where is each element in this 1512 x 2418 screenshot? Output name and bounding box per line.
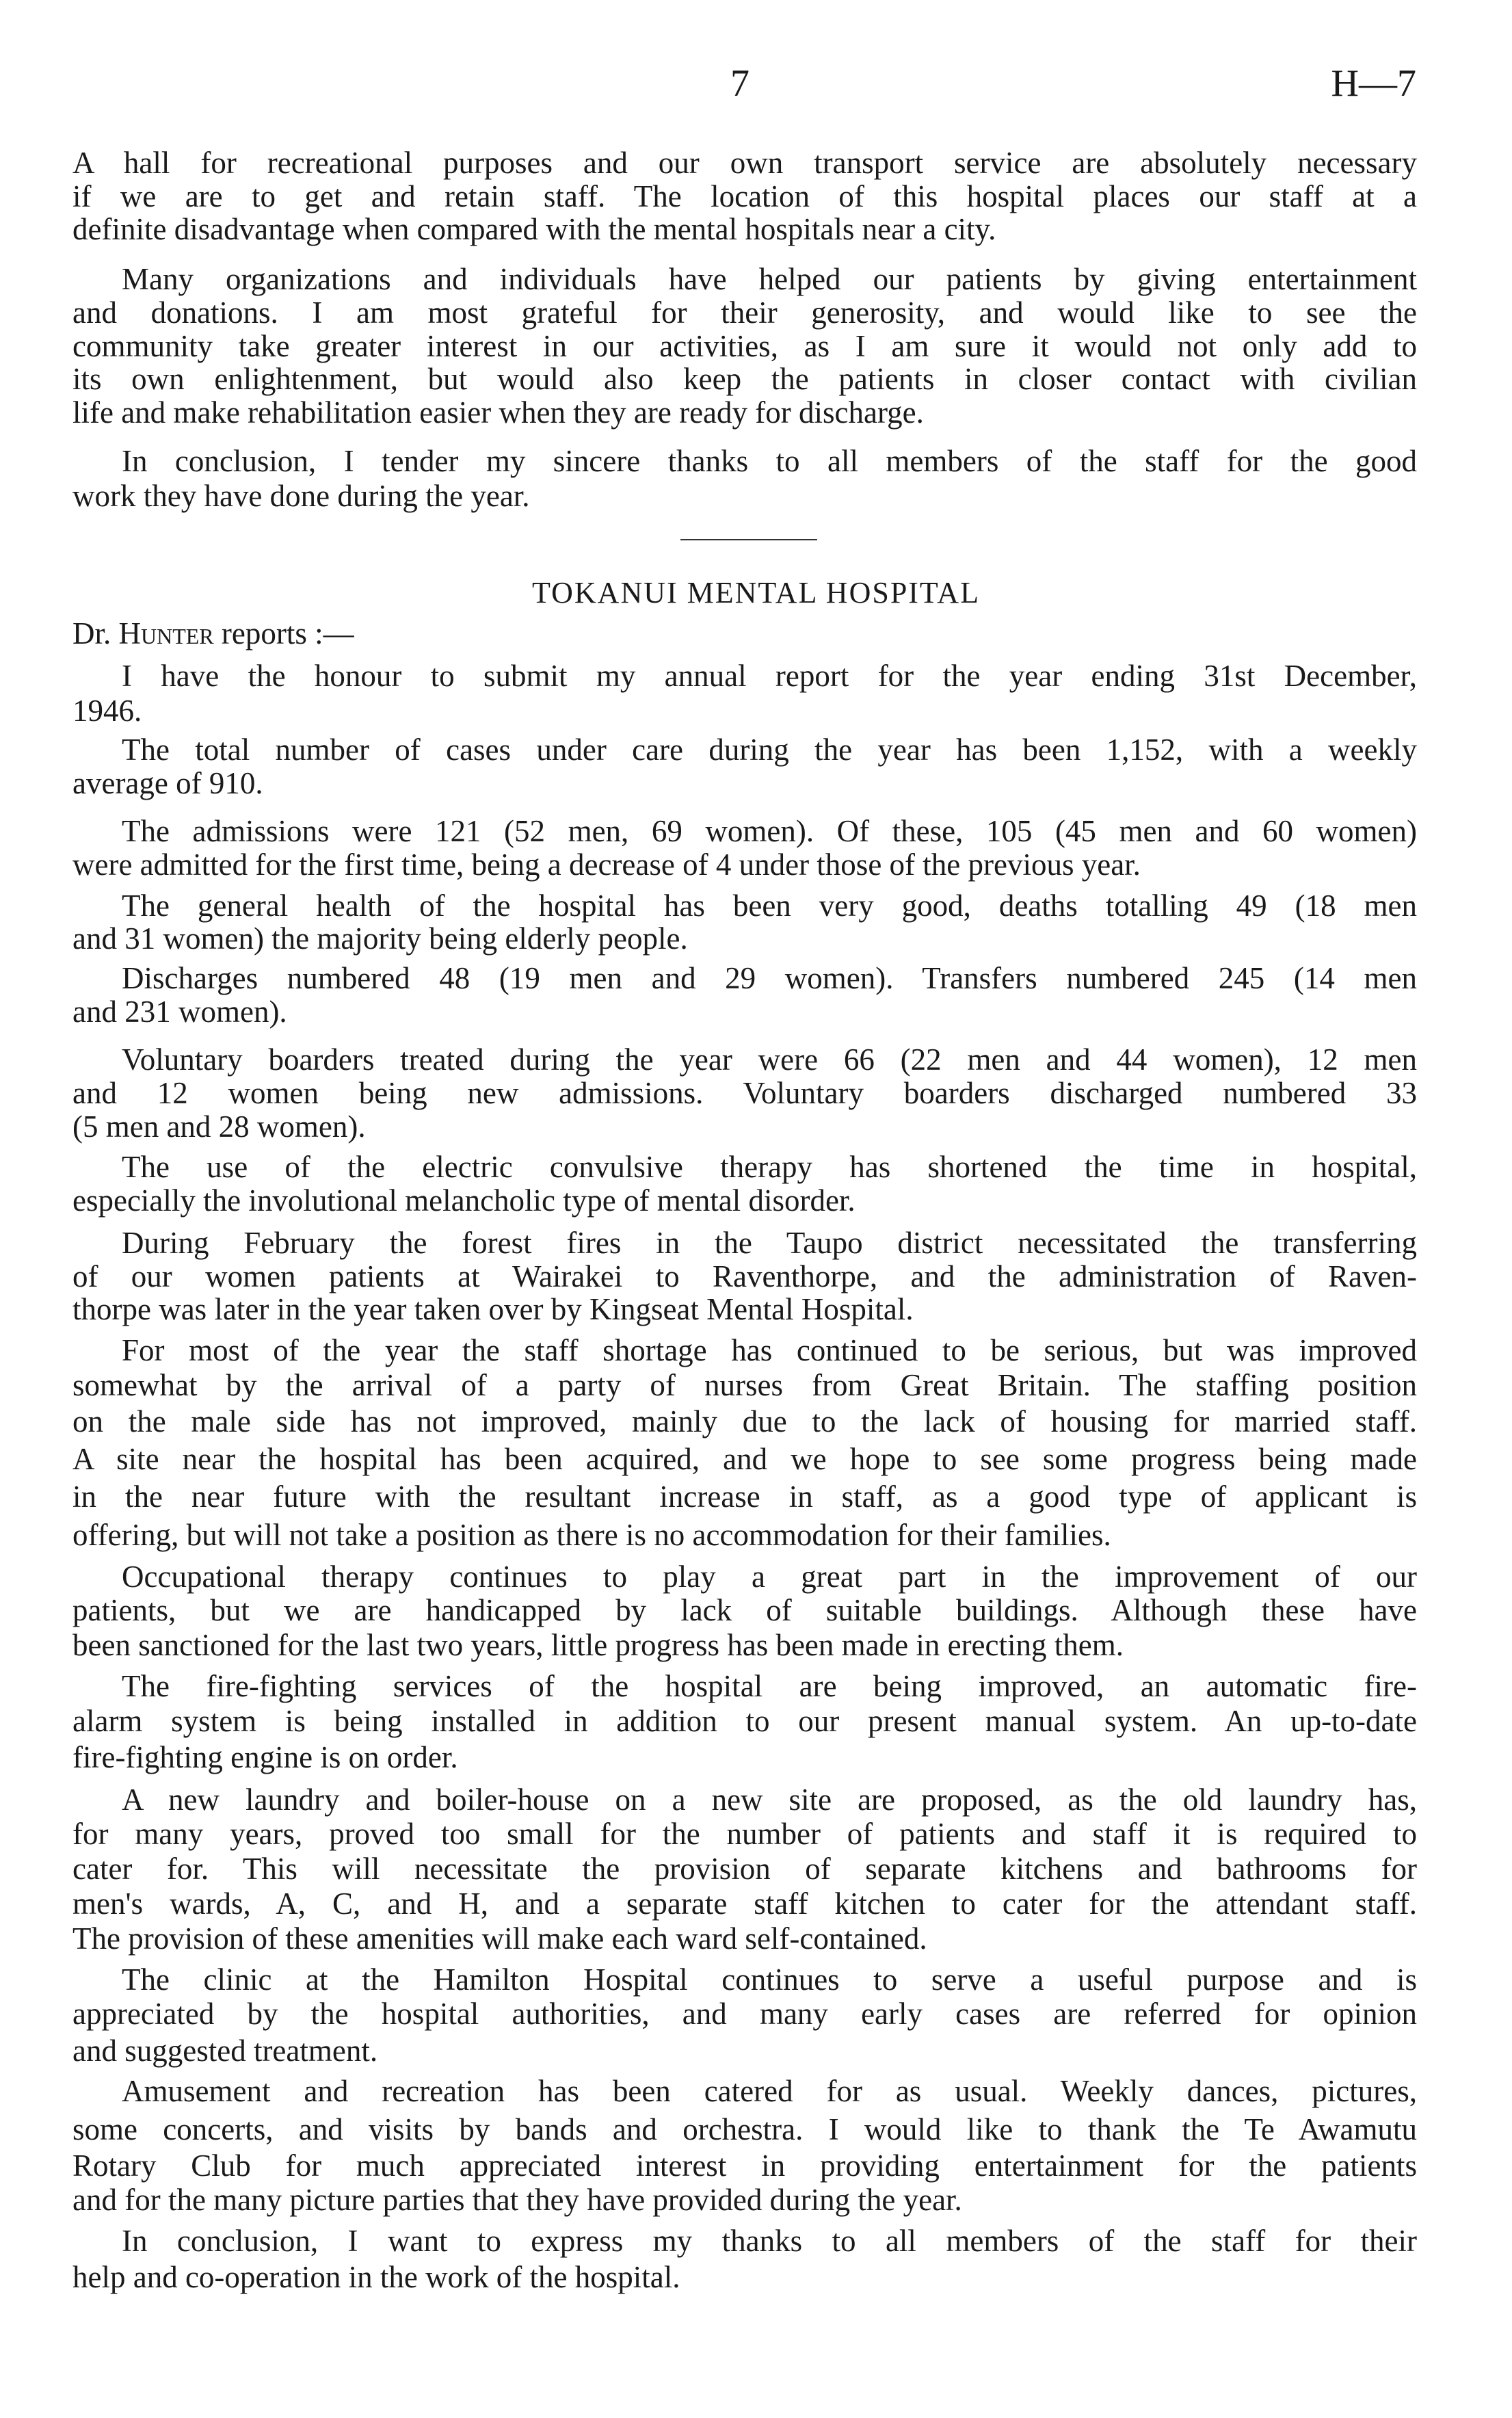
paragraph-line: Amusement and recreation has been catered for as usual. Weekly dances, pictures,	[122, 2074, 1417, 2109]
paragraph-line: Voluntary boarders treated during the year were 66 (22 men and 44 women), 12 men	[122, 1042, 1417, 1077]
paragraph-line: men's wards, A, C, and H, and a separate staff kitchen to cater for the attendant staff.	[72, 1887, 1417, 1921]
paragraph-line: A new laundry and boiler-house on a new site are proposed, as the old laundry has,	[122, 1782, 1417, 1817]
paragraph-line: definite disadvantage when compared with the mental hospitals near a city.	[72, 212, 996, 247]
paragraph-line: For most of the year the staff shortage has continued to be serious, but was improved	[122, 1332, 1417, 1367]
paragraph-line: and 31 women) the majority being elderly people.	[72, 921, 688, 956]
paragraph-line: somewhat by the arrival of a party of nurses from Great Britain. The staffing position	[72, 1367, 1417, 1402]
byline-name: Hunter	[118, 616, 214, 651]
byline-suffix: reports :—	[221, 616, 354, 651]
paragraph-line: In conclusion, I tender my sincere thanks to all members of the staff for the good	[122, 443, 1417, 478]
paragraph-line: if we are to get and retain staff. The location of this hospital places our staff at a	[72, 179, 1417, 213]
paragraph-line: A site near the hospital has been acquired, and we hope to see some progress being made	[72, 1442, 1417, 1477]
paragraph-line: help and co-operation in the work of the hospital.	[72, 2260, 680, 2295]
paragraph-line: The use of the electric convulsive therapy has shortened the time in hospital,	[122, 1150, 1417, 1185]
page-number: 7	[730, 62, 750, 105]
paragraph-line: The total number of cases under care during the year has been 1,152, with a weekly	[122, 733, 1417, 767]
paragraph-line: and suggested treatment.	[72, 2033, 378, 2068]
paragraph-line: were admitted for the first time, being a decrease of 4 under those of the previous year.	[72, 847, 1141, 882]
paragraph-line: and 231 women).	[72, 994, 287, 1029]
paragraph-line: in the near future with the resultant increase in staff, as a good type of applicant is	[72, 1480, 1417, 1514]
section-heading: TOKANUI MENTAL HOSPITAL	[532, 576, 980, 609]
paragraph-line: especially the involutional melancholic type of mental disorder.	[72, 1183, 856, 1218]
paragraph-line: for many years, proved too small for the number of patients and staff it is required to	[72, 1817, 1417, 1852]
section-divider	[680, 539, 817, 540]
paragraph-line: Rotary Club for much appreciated interest in providing entertainment for the patients	[72, 2148, 1417, 2183]
paragraph-line: The admissions were 121 (52 men, 69 women). Of these, 105 (45 men and 60 women)	[122, 814, 1417, 849]
paragraph-line: Discharges numbered 48 (19 men and 29 women). Transfers numbered 245 (14 men	[122, 960, 1417, 995]
paragraph-line: appreciated by the hospital authorities, and many early cases are referred for opinion	[72, 1997, 1417, 2032]
paragraph-line: A hall for recreational purposes and our own transport service are absolutely necessary	[72, 146, 1417, 181]
paragraph-line: The provision of these amenities will make each ward self-contained.	[72, 1921, 927, 1956]
paragraph-line: and for the many picture parties that they have provided during the year.	[72, 2183, 962, 2218]
paragraph-line: In conclusion, I want to express my thanks to all members of the staff for their	[122, 2224, 1417, 2259]
paragraph-line: offering, but will not take a position as there is no accommodation for their families.	[72, 1517, 1111, 1552]
paragraph-line: The clinic at the Hamilton Hospital continues to serve a useful purpose and is	[122, 1962, 1417, 1997]
paragraph-line: Occupational therapy continues to play a great part in the improvement of our	[122, 1560, 1417, 1594]
paragraph-line: and 12 women being new admissions. Voluntary boarders discharged numbered 33	[72, 1075, 1417, 1110]
paragraph-line: The fire-fighting services of the hospital are being improved, an automatic fire-	[122, 1668, 1417, 1703]
byline-prefix: Dr.	[72, 616, 111, 651]
paragraph-line: During February the forest fires in the Taupo district necessitated the transferring	[122, 1225, 1417, 1260]
paragraph-line: of our women patients at Wairakei to Raventhorpe, and the administration of Raven-	[72, 1259, 1417, 1293]
paragraph-line: average of 910.	[72, 765, 263, 800]
paragraph-line: The general health of the hospital has been very good, deaths totalling 49 (18 men	[122, 888, 1417, 923]
paragraph-line: 1946.	[72, 693, 142, 728]
byline	[72, 616, 1417, 651]
paragraph-line: work they have done during the year.	[72, 478, 530, 513]
paragraph-line: (5 men and 28 women).	[72, 1109, 366, 1144]
paragraph-line: life and make rehabilitation easier when they are ready for discharge.	[72, 395, 924, 430]
paragraph-line: on the male side has not improved, mainly due to the lack of housing for married staff.	[72, 1404, 1417, 1438]
paragraph-line: its own enlightenment, but would also keep the patients in closer contact with civilian	[72, 362, 1417, 397]
paragraph-line: fire-fighting engine is on order.	[72, 1739, 458, 1774]
paragraph-line: thorpe was later in the year taken over by Kingseat Mental Hospital.	[72, 1292, 914, 1327]
paragraph-line: patients, but we are handicapped by lack of suitable buildings. Although these have	[72, 1593, 1417, 1628]
paragraph-line: Many organizations and individuals have helped our patients by giving entertainment	[122, 262, 1417, 297]
paragraph-line: alarm system is being installed in addition to our present manual system. An up-to-date	[72, 1703, 1417, 1738]
paragraph-line: some concerts, and visits by bands and orchestra. I would like to thank the Te Awamutu	[72, 2112, 1417, 2146]
document-code: H—7	[1331, 62, 1416, 105]
paragraph-line: and donations. I am most grateful for their generosity, and would like to see the	[72, 295, 1417, 330]
paragraph-line: community take greater interest in our activities, as I am sure it would not only add to	[72, 328, 1417, 363]
paragraph-line: been sanctioned for the last two years, little progress has been made in erecting them.	[72, 1627, 1124, 1662]
paragraph-line: I have the honour to submit my annual report for the year ending 31st December,	[122, 658, 1417, 693]
paragraph-line: cater for. This will necessitate the provision of separate kitchens and bathrooms for	[72, 1852, 1417, 1887]
